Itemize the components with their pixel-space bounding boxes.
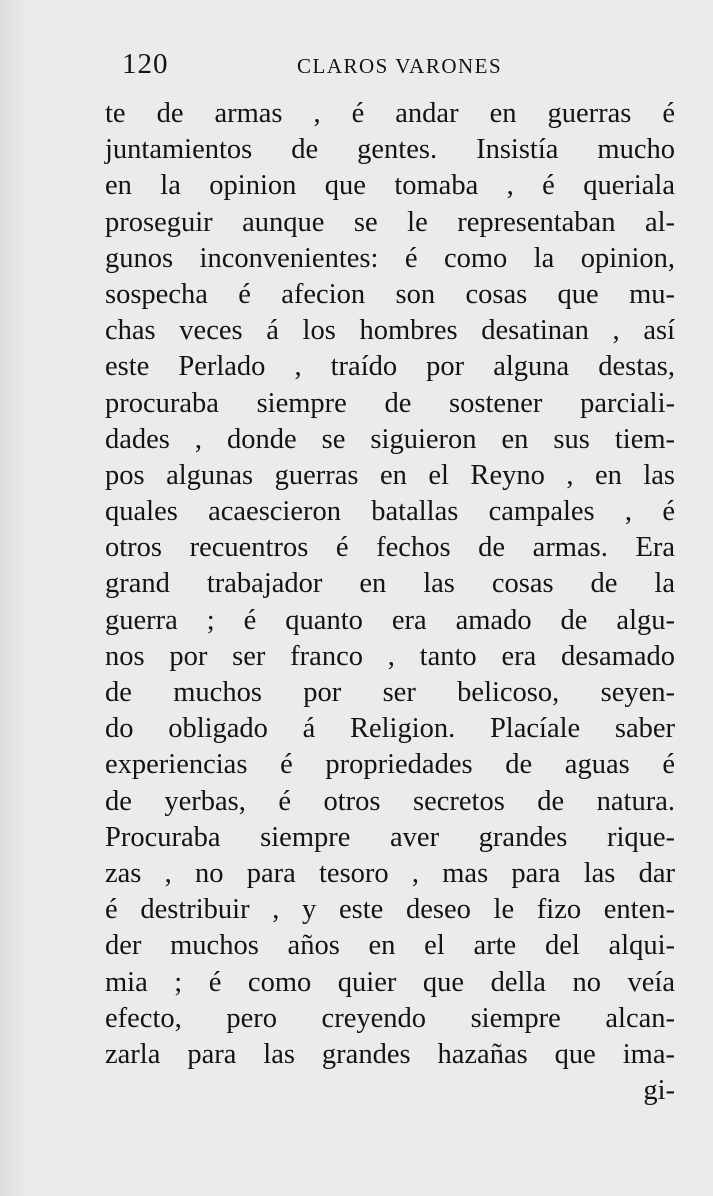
catchword: gi- xyxy=(643,1075,675,1107)
text-line: este Perlado , traído por alguna destas, xyxy=(105,351,675,383)
text-line: de yerbas, é otros secretos de natura. xyxy=(105,785,675,817)
text-line: grand trabajador en las cosas de la xyxy=(105,568,675,600)
text-line: efecto, pero creyendo siempre alcan- xyxy=(105,1002,675,1034)
page-header xyxy=(112,46,542,86)
text-line: zas , no para tesoro , mas para las dar xyxy=(105,857,675,889)
text-line: nos por ser franco , tanto era desamado xyxy=(105,640,675,672)
text-line: te de armas , é andar en guerras é xyxy=(105,98,675,129)
text-line: de muchos por ser belicoso, seyen- xyxy=(105,677,675,708)
text-line: pos algunas guerras en el Reyno , en las xyxy=(105,459,675,491)
body-text xyxy=(105,96,675,1109)
text-line: sospecha é afecion son cosas que mu- xyxy=(105,278,675,310)
text-line: quales acaescieron batallas campales , é xyxy=(105,496,675,528)
text-line: gunos inconvenientes: é como la opinion, xyxy=(105,242,675,274)
text-line: é destribuir , y este deseo le fizo enten- xyxy=(105,894,675,926)
text-line: otros recuentros é fechos de armas. Era xyxy=(105,532,675,564)
text-line: dades , donde se siguieron en sus tiem- xyxy=(105,423,675,455)
text-line: proseguir aunque se le representaban al- xyxy=(105,206,675,238)
text-line: Procuraba siempre aver grandes rique- xyxy=(105,821,675,853)
text-line: zarla para las grandes hazañas que ima- xyxy=(105,1038,675,1070)
page-number: 120 xyxy=(122,48,169,80)
text-line: der muchos años en el arte del alqui- xyxy=(105,930,675,962)
text-line: en la opinion que tomaba , é queriala xyxy=(105,170,675,202)
text-line: experiencias é propriedades de aguas é xyxy=(105,749,675,781)
text-line: guerra ; é quanto era amado de algu- xyxy=(105,604,675,636)
running-head: CLAROS VARONES xyxy=(297,54,503,78)
text-line: mia ; é como quier que della no veía xyxy=(105,966,675,998)
text-line: juntamientos de gentes. Insistía mucho xyxy=(105,134,675,166)
text-line: procuraba siempre de sostener parciali- xyxy=(105,387,675,419)
text-line: chas veces á los hombres desatinan , así xyxy=(105,315,675,347)
text-line: do obligado á Religion. Placíale saber xyxy=(105,713,675,745)
